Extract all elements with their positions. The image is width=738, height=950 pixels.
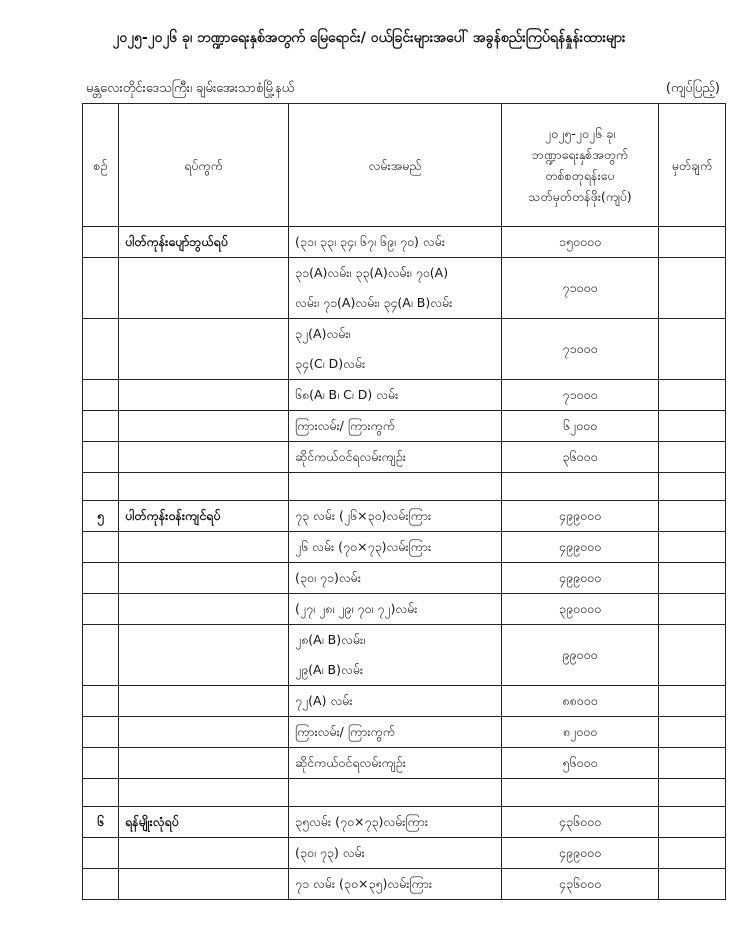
table-row — [83, 717, 726, 748]
street-name — [289, 227, 502, 258]
street-line: ၃၅လမ်း (၇၀×၇၃)လမ်းကြား — [295, 814, 429, 829]
street-name — [289, 501, 502, 532]
ward-name — [119, 686, 289, 717]
price-value: ၄၉၉၀၀၀ — [502, 563, 659, 594]
remark — [659, 779, 726, 807]
street-name — [289, 594, 502, 625]
street-name — [289, 717, 502, 748]
row-number — [83, 563, 119, 594]
remark — [659, 563, 726, 594]
price-value — [502, 473, 659, 501]
ward-name — [119, 411, 289, 442]
ward-name: ရန်မျိုးလုံရပ် — [119, 807, 289, 838]
street-line: (၂၇၊ ၂၈၊ ၂၉၊ ၇၀၊ ၇၂)လမ်း — [295, 601, 418, 616]
row-number — [83, 227, 119, 258]
street-name — [289, 625, 502, 686]
street-line: ဆိုင်ကယ်ဝင်ရလမ်းကျဉ်း — [295, 755, 406, 770]
street-name — [289, 838, 502, 869]
table-row — [83, 501, 726, 532]
remark — [659, 838, 726, 869]
price-value: ၄၉၉၀၀၀ — [502, 838, 659, 869]
table-row — [83, 838, 726, 869]
row-number — [83, 532, 119, 563]
ward-name — [119, 258, 289, 319]
row-number — [83, 380, 119, 411]
header-street: လမ်းအမည် — [289, 104, 502, 227]
street-name — [289, 748, 502, 779]
price-value: ၃၉၀၀၀၀ — [502, 594, 659, 625]
price-value: ၆၂၀၀၀ — [502, 411, 659, 442]
street-line: ၃၄(C၊ D)လမ်း — [295, 356, 366, 371]
row-number — [83, 319, 119, 380]
ward-name — [119, 532, 289, 563]
street-name — [289, 807, 502, 838]
ward-name — [119, 717, 289, 748]
row-number — [83, 594, 119, 625]
price-value: ၃၆၀၀၀ — [502, 442, 659, 473]
ward-name — [119, 473, 289, 501]
header-remark: မှတ်ချက် — [659, 104, 726, 227]
ward-name — [119, 779, 289, 807]
street-name — [289, 411, 502, 442]
remark — [659, 380, 726, 411]
table-row — [83, 748, 726, 779]
table-row — [83, 807, 726, 838]
street-name — [289, 563, 502, 594]
header-price: ၂၀၂၅-၂၀၂၆ ခု၊ ဘဏ္ဍာရေးနှစ်အတွက် တစ်စတုရန်းပေ သတ်မှတ်တန်ဖိုး(ကျပ်) — [502, 104, 659, 227]
price-value: ၈၂၀၀၀ — [502, 717, 659, 748]
ward-name — [119, 319, 289, 380]
price-value: ၉၉၀၀၀ — [502, 625, 659, 686]
remark — [659, 442, 726, 473]
street-line: ဆိုင်ကယ်ဝင်ရလမ်းကျဉ်း — [295, 449, 406, 464]
table-row — [83, 442, 726, 473]
street-line: (၃၁၊ ၃၃၊ ၃၄၊ ၆၇၊ ၆၉၊ ၇၀) လမ်း — [295, 234, 445, 249]
price-value: ၁၅၀၀၀၀ — [502, 227, 659, 258]
street-line: ၃၁(A)လမ်း၊ ၃၃(A)လမ်း၊ ၇၀(A) — [295, 265, 449, 280]
table-row — [83, 869, 726, 900]
ward-name: ပါတ်ကုန်းဝန်းကျင်ရပ် — [119, 501, 289, 532]
remark — [659, 258, 726, 319]
price-value: ၇၁၀၀၀ — [502, 258, 659, 319]
table-body — [83, 227, 726, 900]
street-name — [289, 380, 502, 411]
tax-rate-table — [82, 103, 726, 900]
remark — [659, 869, 726, 900]
currency-unit: (ကျပ်ပြည့်) — [665, 81, 720, 96]
table-row — [83, 532, 726, 563]
ward-name — [119, 748, 289, 779]
street-line: ကြားလမ်း/ ကြားကွက် — [295, 724, 395, 739]
price-value: ၄၃၆၀၀၀ — [502, 869, 659, 900]
table-row — [83, 380, 726, 411]
ward-name — [119, 442, 289, 473]
remark — [659, 473, 726, 501]
ward-name — [119, 625, 289, 686]
street-line: ကြားလမ်း/ ကြားကွက် — [295, 418, 395, 433]
remark — [659, 411, 726, 442]
street-line: ၇၁ လမ်း (၃၀×၃၅)လမ်းကြား — [295, 876, 433, 891]
table-row — [83, 319, 726, 380]
price-value: ၄၉၉၀၀၀ — [502, 532, 659, 563]
row-number — [83, 717, 119, 748]
street-name — [289, 473, 502, 501]
table-row — [83, 594, 726, 625]
ward-name: ပါတ်ကုန်းပျော်ဘွယ်ရပ် — [119, 227, 289, 258]
table-row — [83, 779, 726, 807]
ward-name — [119, 838, 289, 869]
street-line: (၃၀၊ ၇၃) လမ်း — [295, 845, 365, 860]
remark — [659, 594, 726, 625]
remark — [659, 319, 726, 380]
street-line: ၂၆ လမ်း (၇၀×၇၃)လမ်းကြား — [295, 539, 432, 554]
price-value: ၇၁၀၀၀ — [502, 380, 659, 411]
remark — [659, 501, 726, 532]
street-line: ၂၉(A၊ B)လမ်း — [295, 662, 364, 677]
table-row — [83, 686, 726, 717]
row-number: ၅ — [83, 501, 119, 532]
header-ward: ရပ်ကွက် — [119, 104, 289, 227]
price-value: ၇၁၀၀၀ — [502, 319, 659, 380]
page-title: ၂၀၂၅-၂၀၂၆ ခု၊ ဘဏ္ဍာရေးနှစ်အတွက် မြေရောင်း/ ဝယ်ခြင်းများအပေါ် အခွန်စည်းကြပ်ရန်နှုန်းထားများ — [112, 30, 626, 46]
price-value — [502, 779, 659, 807]
price-value: ၄၉၉၀၀၀ — [502, 501, 659, 532]
remark — [659, 748, 726, 779]
row-number — [83, 779, 119, 807]
street-line: ၆၈(A၊ B၊ C၊ D) လမ်း — [295, 387, 399, 402]
row-number — [83, 411, 119, 442]
street-line: ၇၂(A) လမ်း — [295, 693, 353, 708]
table-row — [83, 411, 726, 442]
remark — [659, 625, 726, 686]
price-value: ၅၆၀၀၀ — [502, 748, 659, 779]
header-no: စဉ် — [83, 104, 119, 227]
row-number — [83, 625, 119, 686]
street-name — [289, 319, 502, 380]
street-name — [289, 869, 502, 900]
row-number — [83, 748, 119, 779]
remark — [659, 686, 726, 717]
ward-name — [119, 380, 289, 411]
street-line: (၃၀၊ ၇၁)လမ်း — [295, 570, 361, 585]
street-name — [289, 779, 502, 807]
row-number — [83, 473, 119, 501]
table-row — [83, 473, 726, 501]
row-number — [83, 258, 119, 319]
region-township: မန္တလေးတိုင်းဒေသကြီး၊ ချမ်းအေးသာစံမြို့နယ် — [86, 81, 295, 96]
ward-name — [119, 563, 289, 594]
remark — [659, 227, 726, 258]
street-name — [289, 686, 502, 717]
street-name — [289, 258, 502, 319]
street-line: ၃၂(A)လမ်း၊ — [295, 326, 351, 341]
ward-name — [119, 594, 289, 625]
table-row — [83, 563, 726, 594]
street-line: ၇၃ လမ်း (၂၆×၃၀)လမ်းကြား — [295, 508, 432, 523]
row-number — [83, 686, 119, 717]
row-number: ၆ — [83, 807, 119, 838]
table-header-row — [83, 104, 726, 227]
street-name — [289, 532, 502, 563]
row-number — [83, 869, 119, 900]
table-row — [83, 258, 726, 319]
row-number — [83, 838, 119, 869]
price-value: ၈၈၀၀၀ — [502, 686, 659, 717]
table-row — [83, 227, 726, 258]
remark — [659, 532, 726, 563]
remark — [659, 807, 726, 838]
ward-name — [119, 869, 289, 900]
street-line: လမ်း၊ ၇၁(A)လမ်း၊ ၃၄(A၊ B)လမ်း — [295, 295, 453, 310]
street-line: ၂၈(A၊ B)လမ်း၊ — [295, 632, 366, 647]
remark — [659, 717, 726, 748]
row-number — [83, 442, 119, 473]
table-row — [83, 625, 726, 686]
street-name — [289, 442, 502, 473]
price-value: ၄၃၆၀၀၀ — [502, 807, 659, 838]
